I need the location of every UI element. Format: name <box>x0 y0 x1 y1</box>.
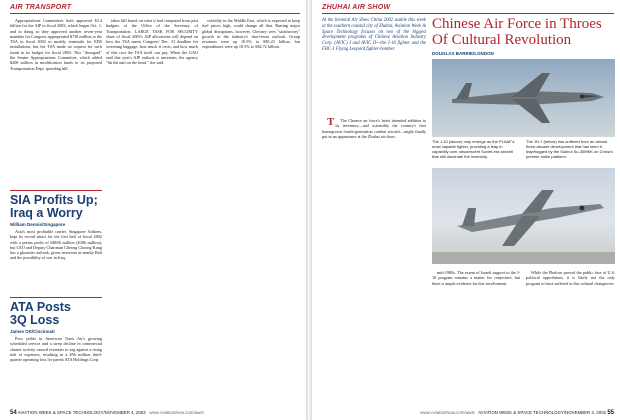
story-paragraph: Poor yields in American Trans Air's growing scheduled service and a steep decline in commercial charter activity caused revenues to sag against a rising tide of expenses, resulting in a $56 million third-quarter operating loss for parent ATA Holdings Corp. <box>10 336 102 363</box>
column-paragraph: tabus bill based on what it had computed from past budgets of the Office of the Secretary of Transportation. LARGE TASK FOR SECURITY share of fiscal 2003's AIP allocations will depend on how the TSA meets Congress' Dec. 31 deadline for screening baggage, how much it costs, and how much of this cost the TSA itself can pay. When the GAO said this year's AIP outlook is uncertain, the agency "hit the nail on the head," she said. <box>106 18 198 66</box>
story-rule <box>10 190 102 191</box>
section-tag: ZHUHAI AIR SHOW <box>322 4 391 11</box>
section-tag: AIR TRANSPORT <box>10 4 72 11</box>
story-headline-ata <box>10 301 71 327</box>
jh7-aircraft-photo <box>432 168 615 264</box>
article-byline: DOUGLAS BARRIE/LONDON <box>432 51 494 56</box>
folio-url: www.AviationNow.com/awst <box>149 410 204 415</box>
story-paragraph: Asia's most profitable carrier, Singapore Airlines, kept its record intact for the first half of fiscal 2002 with a pretax profit of S$656 million ($386 million), but CEO and Deputy Chairman Cheong Choong Kong has a gloomier outlook, given terrorism in nearby Bali and the possibility of war in Iraq. <box>10 229 102 261</box>
publication-line: AVIATION WEEK & SPACE TECHNOLOGY/NOVEMBER 4, 2002 <box>478 410 607 415</box>
story-body-sia <box>10 229 102 295</box>
column-paragraph <box>322 118 426 139</box>
story-byline-sia: William Dennis/Singapore <box>10 222 66 227</box>
column-paragraph: While the Phalcon proved the public face of U.S. political opprobrium, it is likely not the only program to have suffered in this cultural changeover. <box>526 270 615 286</box>
story-rule <box>10 297 102 298</box>
jh7-aircraft-illustration <box>432 168 615 264</box>
article-headline: Chinese Air Force in Throes Of Cultural Revolution <box>432 16 602 48</box>
section-rule <box>10 13 300 14</box>
page-number: 55 <box>607 410 614 416</box>
article-dek: At the biennial Air Show China 2002 usable this week at the southern coastal city of Zhuhai, Aviation Week & Space Technology focuses on two of the biggest development programs of Chinese Aviation Industry Corp. (AVIC) I and AVIC II—the J-10 fighter and the FBC-1 Flying Leopard fighter-bomber. <box>322 18 426 52</box>
drop-cap: T <box>327 118 335 128</box>
photo-caption-j10: The J-10 (above) may emerge as the PLAAF's most capable fighter, providing a leap in capability over obsolescent Soviet-era aircraft that still dominate the inventory. <box>432 139 515 159</box>
headline-line: SIA Profits Up; <box>10 193 98 207</box>
left-column-2 <box>106 18 198 398</box>
right-column-3 <box>526 270 615 402</box>
column-paragraph: mid-1980s. The extent of Israeli support to the J-10 program remains a matter for conjecture, but there is ample evidence for this involvement. <box>432 270 520 286</box>
left-page <box>0 0 306 420</box>
column-paragraph: volatility in the Middle East, which is expected to keep fuel prices high, could change all that. Barring major global disruptions, however, Chesney sees "satisfactory" growth in the industry's short-term outlook. Group revenues were up 10.5% to S$5.23 billion, but expenditures were up 18.5% to S$4.72 billion. <box>202 18 300 50</box>
j10-fighter-illustration <box>432 59 615 137</box>
right-column-2 <box>432 270 520 402</box>
headline-line: Iraq a Worry <box>10 206 83 220</box>
section-rule <box>322 13 614 14</box>
column-text: The Chinese air force's latest intended addition to its inventory—and ostensibly the country's first homegrown fourth-generation combat aircraft—might finally put in an appearance at the Zhuhai air show. <box>322 118 426 139</box>
headline-line: 3Q Loss <box>10 313 60 327</box>
headline-line: ATA Posts <box>10 300 71 314</box>
right-column-1 <box>322 118 426 402</box>
story-body-ata <box>10 336 102 402</box>
story-byline-ata: James Ott/Cincinnati <box>10 329 55 334</box>
folio-url: www.AviationNow.com/awst <box>420 410 475 415</box>
lead-paragraph: Appropriations Committees both approved $3.4 billion for the AIP in fiscal 2003, which began Oct. 1, and in doing so they approved another seven-year mandate for Congress appropriated $738 million to the TSA in fiscal 2002 to modify terminals for EDS installations, but the TSA made no request for such funds in its budget for fiscal 2003. This "disregard" the Senate Appropriations Committee, which added $200 million in modification funds to its proposed Transportation Dept. spending bill. <box>10 18 102 71</box>
page-number: 54 <box>10 410 17 416</box>
right-page <box>312 0 620 420</box>
folio-right <box>420 410 614 416</box>
publication-line: AVIATION WEEK & SPACE TECHNOLOGY/NOVEMBER 4, 2002 <box>17 410 146 415</box>
left-column-3 <box>202 18 300 398</box>
j10-fighter-photo <box>432 59 615 137</box>
photo-caption-jh7: The JH-7 (below) has suffered from an almost three-decade development that has seen it leapfrogged by the Sukhoi Su-30MKK on China's premier strike platform. <box>526 139 613 159</box>
story-headline-sia <box>10 194 98 220</box>
folio-left <box>10 410 204 416</box>
